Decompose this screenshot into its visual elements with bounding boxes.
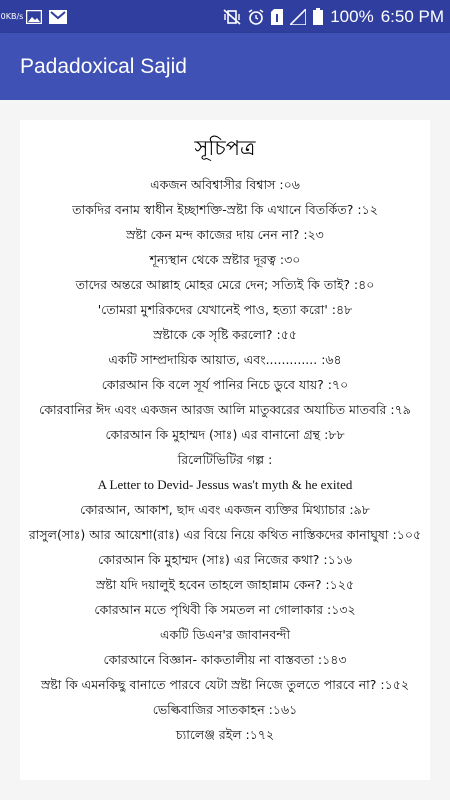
toc-entry: রিলেটিভিটির গল্প : — [177, 452, 273, 467]
toc-entry: কোরবানির ঈদ এবং একজন আরজ আলি মাতুব্বরের অযাচিত মাতবরি :৭৯ — [39, 402, 411, 417]
toc-entry: শূন্যস্থান থেকে স্রষ্টার দূরত্ব :৩০ — [149, 252, 301, 267]
content-area[interactable] — [0, 100, 450, 800]
gallery-icon — [26, 10, 42, 24]
toc-entry: রাসুল(সাঃ) আর আয়েশা(রাঃ) এর বিয়ে নিয়ে কথিত নাস্তিকদের কানাঘুষা :১০৫ — [28, 527, 422, 542]
toc-entry: স্রষ্টা যদি দয়ালুই হবেন তাহলে জাহান্নাম কেন? :১২৫ — [95, 577, 354, 592]
network-speed-unit: KB/s — [5, 11, 24, 21]
toc-entry: চ্যালেঞ্জ রইল :১৭২ — [175, 727, 275, 742]
toc-page[interactable] — [20, 120, 430, 780]
toc-entry: কোরআনে বিজ্ঞান- কাকতালীয় না বাস্তবতা :১৪৩ — [103, 652, 347, 667]
battery-percent: 100% — [330, 6, 374, 26]
toc-entry: কোরআন কি বলে সূর্য পানির নিচে ডুবে যায়? :৭০ — [101, 377, 349, 392]
toc-entry: স্রষ্টাকে কে সৃষ্টি করলো? :৫৫ — [153, 327, 297, 342]
app-bar — [0, 33, 450, 100]
mail-icon — [49, 10, 67, 24]
toc-entry: তাদের অন্তরে আল্লাহ মোহর মেরে দেন; সত্যিই কি তাই? :৪০ — [75, 277, 375, 292]
status-bar-left — [0, 10, 67, 24]
battery-icon — [313, 8, 323, 25]
network-speed-indicator — [0, 11, 24, 21]
toc-title: সূচিপত্র — [194, 136, 256, 160]
toc-entry: স্রষ্টা কি এমনকিছু বানাতে পারবে যেটা স্রষ্টা নিজে তুলতে পারবে না? :১৫২ — [41, 677, 409, 692]
toc-entry: কোরআন কি মুহাম্মদ (সাঃ) এর বানানো গ্রন্থ :৮৮ — [105, 427, 345, 442]
alarm-icon — [248, 9, 264, 25]
toc-entry: একটি ডিএন'র জাবানবন্দী — [159, 627, 291, 642]
clock: 6:50 PM — [380, 6, 444, 26]
toc-entry: একজন অবিশ্বাসীর বিশ্বাস :০৬ — [150, 177, 300, 192]
toc-entry: কোরআন কি মুহাম্মদ (সাঃ) এর নিজের কথা? :১১৬ — [98, 552, 352, 567]
vibrate-mute-icon — [223, 9, 241, 25]
sim-icon — [271, 9, 283, 25]
toc-entry: কোরআন মতে পৃথিবী কি সমতল না গোলাকার :১৩২ — [94, 602, 356, 617]
status-bar — [0, 0, 450, 33]
toc-entry: 'তোমরা মুশরিকদের যেখানেই পাও, হত্যা করো' :৪৮ — [97, 302, 353, 317]
toc-entry: ভেল্কিবাজির সাতকাহন :১৬১ — [152, 702, 298, 717]
signal-icon — [290, 9, 306, 25]
toc-entry: একটি সাম্প্রদায়িক আয়াত, এবং............. :৬৪ — [108, 352, 342, 367]
status-bar-right — [223, 7, 444, 27]
toc-entry: তাকদির বনাম স্বাধীন ইচ্ছাশক্তি-স্রষ্টা কি এখানে বিতর্কিত? :১২ — [72, 202, 378, 217]
network-speed-value: 0 — [0, 11, 6, 21]
toc-entry: স্রষ্টা কেন মন্দ কাজের দায় নেন না? :২৩ — [126, 227, 324, 242]
app-title: Padadoxical Sajid — [20, 54, 187, 78]
toc-entry: A Letter to Devid- Jessus was't myth & he exited — [97, 477, 353, 492]
toc-entry: কোরআন, আকাশ, ছাদ এবং একজন ব্যক্তির মিথ্যাচার :৯৮ — [80, 502, 370, 517]
